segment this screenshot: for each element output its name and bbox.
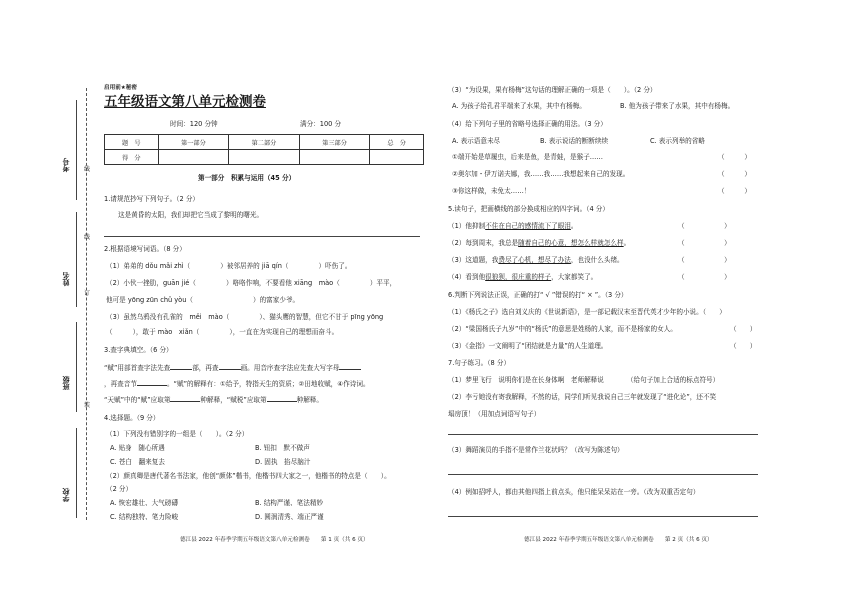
class-label: 班级 <box>62 376 70 390</box>
part1-heading: 第一部分 积累与运用（45 分） <box>198 174 296 182</box>
q7-item4-answer-line[interactable] <box>448 516 758 517</box>
q5-item4 <box>448 273 597 282</box>
q4-s1-option-d[interactable]: D. 固执 掐尽脑汁 <box>255 458 311 466</box>
q7-item1: （1）梦里飞行 说明你们是在长身体啊 老师解释说 （给句子加上合适的标点符号） <box>448 376 720 384</box>
binding-char-line: 线 <box>84 166 91 173</box>
q2-text: ）平平， <box>369 279 397 287</box>
q7-title: 7.句子练习。（8 分） <box>448 359 511 367</box>
q2-text: ）咯咯作响，不要看他 xiāng mào（ <box>225 279 340 287</box>
school-field[interactable] <box>76 428 77 518</box>
q4-s4-option-b[interactable]: B. 表示说话的断断续续 <box>540 137 609 145</box>
q6-item3: （3）《金指》一文阐明了“团结就是力量”的人生道理。 <box>448 342 608 350</box>
q3-line1 <box>104 364 361 373</box>
q2-line4 <box>106 313 383 322</box>
q5-item4-answer[interactable]: （ ） <box>678 273 731 281</box>
score-header-cell: 第三部分 <box>299 135 370 150</box>
school-label: 学校 <box>62 488 70 502</box>
q5-text: 。 <box>570 222 578 230</box>
q3-text: “赋”用部首查字法先查 <box>104 364 171 372</box>
q7-item3-answer-line[interactable] <box>448 474 758 475</box>
q5-item2 <box>448 239 630 248</box>
q4-s2-option-c[interactable]: C. 结构独特、笔力险峻 <box>110 513 179 521</box>
q3-text: ，再查音节 <box>104 380 137 388</box>
score-cell-total[interactable] <box>370 150 424 165</box>
q5-text: （3）这道题，我 <box>448 256 499 264</box>
confidential-mark: 启用前★秘密 <box>104 85 137 91</box>
score-header-cell: 题 号 <box>105 135 159 150</box>
q2-text: ）吓伤了。 <box>318 262 352 270</box>
q5-underlined: 随着自己的心意，想怎么样就怎么样 <box>518 239 624 247</box>
q2-line5 <box>106 328 338 337</box>
score-cell-part1[interactable] <box>158 150 229 165</box>
full-score: 满分：100 分 <box>300 120 342 128</box>
q2-text: （3）虽然乌鸦没有孔雀的 měi mào（ <box>106 313 230 321</box>
q3-text: 种解释。 <box>296 396 323 404</box>
q4-s2: （2）颜真卿是唐代著名书法家，他创“颜体”楷书，他楷书四大家之一，他楷书的特点是（ ）。 <box>106 472 391 480</box>
q2-text: ）、猫头鹰的智慧，但它不甘于 pīng yōng <box>259 313 384 321</box>
q4-s4-item1-answer[interactable]: （ ） <box>718 153 751 161</box>
binding-char-install: 装 <box>84 402 91 409</box>
q4-title: 4.选择题。（9 分） <box>104 414 160 422</box>
score-row-label: 得 分 <box>105 150 159 165</box>
q4-s2-points: （2 分） <box>106 485 133 493</box>
q4-s2-option-b[interactable]: B. 结构严谨、笔法精妙 <box>255 499 324 507</box>
q2-text: ），敢于 mào xiǎn（ <box>132 328 200 336</box>
q4-s4-item3-answer[interactable]: （ ） <box>718 187 751 195</box>
q1-sentence: 这是黄昏的太阳，我们却把它当成了黎明的曙光。 <box>118 211 264 219</box>
q4-s4-item1: ①端开始是草履虫，后来是鱼，是青蛙，是猴子…… <box>452 153 603 161</box>
q5-text: 。 <box>623 239 631 247</box>
exam-title: 五年级语文第八单元检测卷 <box>104 94 266 110</box>
binding-cut-line <box>86 88 87 520</box>
q6-item3-answer[interactable]: （ ） <box>730 342 757 350</box>
q5-item3-answer[interactable]: （ ） <box>678 256 731 264</box>
q2-title: 2.根据语境写词语。（8 分） <box>104 245 186 253</box>
q4-s2-option-a[interactable]: A. 恢宏雄壮、大气磅礴 <box>110 499 178 507</box>
q2-text: ）被邻居养的 jiā qín（ <box>220 262 289 270</box>
q2-text: ），一直在为实现自己的理想而奋斗。 <box>229 328 339 336</box>
q4-s4-option-a[interactable]: A. 表示语意未尽 <box>452 137 501 145</box>
q7-item2-line1: （2）李亏她没有寄我解释，不然的话，同学们听见我说自己三年就发现了“进化论”，还不笑 <box>448 393 717 401</box>
q2-line2 <box>106 279 396 288</box>
q2-text: （1）弟弟的 dǒu mǎi zhì（ <box>106 262 191 270</box>
q5-item2-answer[interactable]: （ ） <box>678 239 731 247</box>
q4-s4-item3: ③你这样做，未免太……！ <box>452 187 531 195</box>
q7-item4: （4）例如招呼人，都由其他四指上前点头，他只能呆呆站在一旁。（改为双重否定句） <box>448 488 700 496</box>
q7-item2-line2: 塌房顶！（用加点词语写句子） <box>448 410 541 418</box>
q4-s2-option-d[interactable]: D. 圆润清秀、端正严谨 <box>255 513 324 521</box>
binding-char-line-2: 线 <box>84 234 91 241</box>
q4-s1-option-c[interactable]: C. 苍白 翻来复去 <box>110 458 165 466</box>
class-field[interactable] <box>76 322 77 412</box>
q4-s4-item2-answer[interactable]: （ ） <box>718 170 751 178</box>
score-table-score-row <box>105 150 424 165</box>
q5-text: （4）看到他 <box>448 273 486 281</box>
q3-text: 部，再查 <box>192 364 219 372</box>
score-header-cell: 第二部分 <box>229 135 300 150</box>
page2-footer: 德江县 2022 年春季学期五年级语文第八单元检测卷 第 2 页（共 6 页） <box>524 537 713 543</box>
q3-title: 3.查字典填空。（6 分） <box>104 346 173 354</box>
q4-s3: （3）“为设果，果有杨梅”这句话的理解正确的一项是（ ）。（2 分） <box>448 86 657 94</box>
q5-item1 <box>448 222 577 231</box>
q3-line3 <box>104 396 323 405</box>
q4-s3-option-b[interactable]: B. 他为孩子带来了水果，其中有杨梅。 <box>620 102 735 110</box>
q3-text: 画。用音序查字法应先查大写字母 <box>240 364 340 372</box>
q6-item2: （2）“梁国杨氏子九岁”中的“杨氏”的意思是姓杨的人家，而不是杨家的女人。 <box>448 325 677 333</box>
q5-text: ，大家都笑了。 <box>551 273 598 281</box>
binding-char-order: 订 <box>84 290 91 297</box>
q5-underlined: 很狼狈，很庄重的样子 <box>485 273 552 281</box>
q7-item3: （3）舞蹈演员的手指不是常作兰花状吗？（改写为陈述句） <box>448 446 624 454</box>
q5-text: （2）每到周末，我总是 <box>448 239 519 247</box>
q3-text: 。“赋”的解释有：①给予，特指天生的资质；②田地收赋，④作诗词。 <box>166 380 370 388</box>
q6-title: 6.判断下列说法正误，正确的打“ √ ”错误的打“ × ”。（3 分） <box>448 291 628 299</box>
q4-s1: （1）下列没有错别字的一组是（ ）。（2 分） <box>106 430 249 438</box>
q2-text: 他可是 yōng zūn chǔ yòu（ <box>106 296 193 304</box>
q4-s4-item2: ②奥尔加・伊万诺夫娜，我……我……我想起来自己的发现。 <box>452 170 630 178</box>
q4-s4-option-c[interactable]: C. 表示列举的省略 <box>650 137 705 145</box>
q4-s4: （4）给下列句子里的省略号选择正确的用法。（3 分） <box>448 120 607 128</box>
q3-text: “天赋”中的“赋”应取第 <box>104 396 171 404</box>
q4-s3-option-a[interactable]: A. 为孩子给孔君平端来了水果，其中有杨梅。 <box>452 102 586 110</box>
score-cell-part3[interactable] <box>299 150 370 165</box>
name-field[interactable] <box>76 212 77 307</box>
q4-s1-option-b[interactable]: B. 钮扣 默不做声 <box>255 444 310 452</box>
q4-s1-option-a[interactable]: A. 贴身 随心所遇 <box>110 444 165 452</box>
q3-text: 种解释，“赋税”应取第 <box>200 396 267 404</box>
q3-line2 <box>104 380 370 389</box>
q5-underlined: 费尽了心机，想尽了办法 <box>498 256 571 264</box>
q6-item1: （1）《杨氏之子》选自刘义庆的《世说新语》，是一部记载汉末至晋代英才少年的小说。（ ） <box>448 308 726 316</box>
exam-number-field[interactable] <box>76 100 77 200</box>
q1-answer-line[interactable] <box>104 236 420 237</box>
q5-title: 5.读句子，把画横线的部分换成相应的四字词。（4 分） <box>448 205 609 213</box>
q5-text: （1）他抑制 <box>448 222 486 230</box>
score-cell-part2[interactable] <box>229 150 300 165</box>
q7-item2-answer-line[interactable] <box>448 434 758 435</box>
name-label: 姓名 <box>62 272 70 286</box>
score-table <box>104 134 424 165</box>
q5-underlined: 不住在自己的感情流下了眼泪 <box>485 222 571 230</box>
q5-item1-answer[interactable]: （ ） <box>678 222 731 230</box>
q2-line3 <box>106 296 299 305</box>
q2-text: （2）小伙一挫肋，guān jié（ <box>106 279 196 287</box>
exam-time: 时间：120 分钟 <box>170 120 218 128</box>
q1-title: 1.请规范抄写下列句子。（2 分） <box>104 195 200 203</box>
q2-text: ）的富家少爷。 <box>252 296 300 304</box>
exam-number-label: 考号 <box>62 158 70 172</box>
q2-line1 <box>106 262 351 271</box>
score-header-cell: 第一部分 <box>158 135 229 150</box>
q2-text: （ <box>106 328 113 336</box>
page1-footer: 德江县 2022 年春季学期五年级语文第八单元检测卷 第 1 页（共 6 页） <box>180 537 369 543</box>
score-header-cell: 总 分 <box>370 135 424 150</box>
q5-text: ，也没什么头绪。 <box>570 256 624 264</box>
q5-item3 <box>448 256 624 265</box>
q6-item2-answer[interactable]: （ ） <box>730 325 757 333</box>
score-table-header-row <box>105 135 424 150</box>
